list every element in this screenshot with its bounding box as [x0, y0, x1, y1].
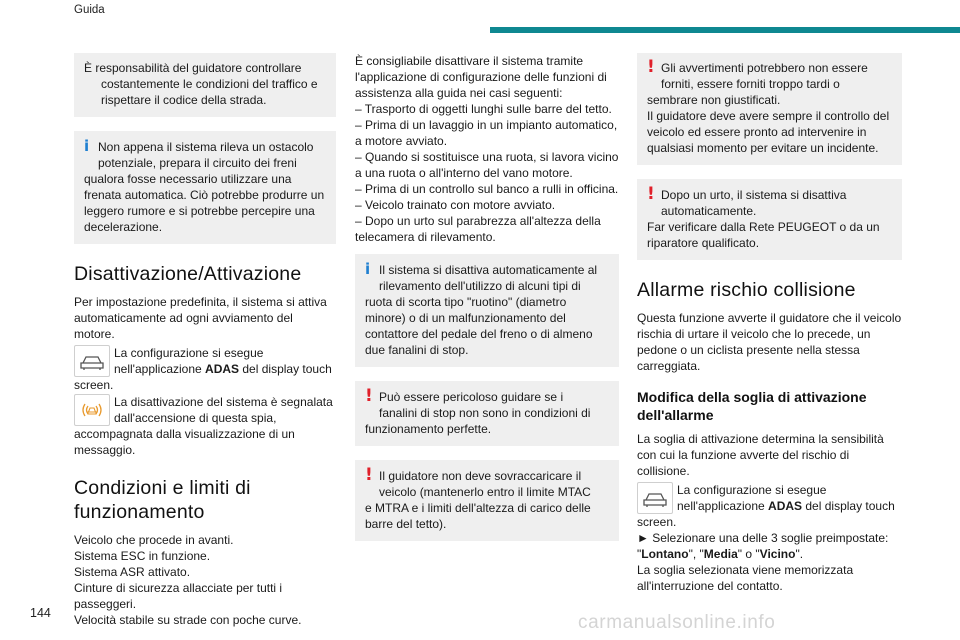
brake-lights-first: Può essere pericoloso guidare se i [379, 390, 564, 404]
threshold-config-line1: La configurazione si esegue [677, 483, 827, 497]
option-medium: Media [703, 547, 738, 561]
threshold-config-line2-pre: nell'applicazione [677, 499, 769, 513]
config-icon-row [74, 345, 336, 393]
alerts-rest: sembrare non giustificati. [647, 93, 781, 107]
info-icon: i [365, 260, 371, 278]
default-activation-text: Per impostazione predefinita, il sistema si attiva automaticamente ad ogni avviamento del motore. [74, 295, 327, 341]
heading-collision-alarm: Allarme rischio collisione [637, 279, 856, 301]
condition-item: Veicolo che procede in avanti. [74, 533, 234, 547]
heading-deactivation: Disattivazione/Attivazione [74, 263, 302, 285]
car-icon [74, 345, 110, 377]
advice-list-item: – Trasporto di oggetti lunghi sulle barre del tetto. [355, 102, 612, 116]
brake-lights-rest: funzionamento perfette. [365, 422, 492, 436]
condition-item: Velocità stabile su strade con poche curve. [74, 613, 302, 627]
threshold-config-row [637, 482, 902, 530]
collision-alarm-description: Questa funzione avverte il guidatore che il veicolo rischia di urtare il veicolo che lo precede, un pedone o un ciclista presente nella stessa carreggiata. [637, 311, 902, 373]
info-box-indent-line: potenziale, prepara il circuito dei freni [98, 156, 297, 170]
select-sep2: " o " [737, 547, 760, 561]
info-icon: i [84, 137, 90, 155]
threshold-config-rest: screen. [637, 515, 677, 529]
watermark: carmanualsonline.info [578, 612, 776, 633]
column-3 [637, 53, 902, 594]
collision-warning-icon [74, 394, 110, 426]
responsibility-box [74, 53, 336, 117]
advice-list-item: – Prima di un lavaggio in un impianto automatico, a motore avviato. [355, 118, 618, 148]
config-line2-post: del display touch [239, 362, 332, 376]
option-near: Vicino [759, 547, 796, 561]
select-post: ". [795, 547, 804, 561]
page-number: 144 [30, 606, 51, 620]
lamp-line2: dall'accensione di questa spia, [114, 411, 277, 425]
condition-item: Sistema ESC in funzione. [74, 549, 211, 563]
car-icon [637, 482, 673, 514]
overload-first: Il guidatore non deve sovraccaricare il [379, 469, 582, 483]
lamp-line1: La disattivazione del sistema è segnalata [114, 395, 333, 409]
config-adas-label: ADAS [205, 362, 240, 376]
auto-deact-rest: ruota di scorta tipo "ruotino" (diametro minore) o di un malfunzionamento del contattore del pedale del freno o di almeno due fanalini di stop. [365, 295, 593, 357]
advice-list-item: – Quando si sostituisce una ruota, si lavora vicino a una ruota o all'interno del vano motore. [355, 150, 619, 180]
config-rest: screen. [74, 378, 114, 392]
alerts-first: Gli avvertimenti potrebbero non essere [661, 61, 868, 75]
warning-box-after-impact [637, 179, 902, 260]
threshold-memory-text: La soglia selezionata viene memorizzata all'interruzione del contatto. [637, 563, 854, 593]
threshold-config-line2-post: del display touch [802, 499, 895, 513]
info-box-rest: qualora fosse necessario utilizzare una frenata automatica. Ciò potrebbe produrre un leggero rumore e si potrebbe percepire una decelerazione. [84, 172, 325, 234]
heading-conditions: Condizioni e limiti di funzionamento [74, 477, 251, 523]
warning-box-alerts [637, 53, 902, 165]
config-line2-pre: nell'applicazione [114, 362, 206, 376]
threshold-description: La soglia di attivazione determina la sensibilità con cui la funzione avverte del rischio di collisione. [637, 432, 884, 478]
column-1 [74, 53, 336, 628]
lamp-rest: accompagnata dalla visualizzazione di un messaggio. [74, 427, 295, 457]
responsibility-rest: costantemente le condizioni del traffico e rispettare il codice della strada. [101, 77, 318, 107]
impact-indent: automaticamente. [661, 204, 757, 218]
warning-icon: ! [365, 465, 373, 485]
auto-deact-first: Il sistema si disattiva automaticamente al [379, 263, 598, 277]
threshold-select-instruction [637, 530, 902, 562]
config-line1: La configurazione si esegue [114, 346, 264, 360]
warning-icon: ! [365, 386, 373, 406]
condition-item: Sistema ASR attivato. [74, 565, 191, 579]
heading-threshold: Modifica della soglia di attivazione dell'allarme [637, 389, 867, 423]
warning-lamp-row [74, 394, 336, 458]
advice-list-item: – Dopo un urto sul parabrezza all'altezza della telecamera di rilevamento. [355, 214, 601, 244]
impact-first: Dopo un urto, il sistema si disattiva [661, 188, 847, 202]
warning-icon: ! [647, 57, 655, 77]
advice-list-item: – Veicolo trainato con motore avviato. [355, 198, 556, 212]
header-accent-bar [490, 27, 960, 33]
info-box-obstacle [74, 131, 336, 244]
alerts-indent: forniti, essere forniti troppo tardi o [661, 77, 840, 91]
overload-rest: e MTRA e i limiti dell'altezza di carico delle barre del tetto). [365, 501, 591, 531]
warning-icon: ! [647, 184, 655, 204]
select-sep1: ", " [688, 547, 704, 561]
warning-box-brake-lights [355, 381, 619, 446]
column-2 [355, 53, 619, 555]
warning-box-overload [355, 460, 619, 541]
impact-rest: Far verificare dalla Rete PEUGEOT o da un riparatore qualificato. [647, 220, 880, 250]
deactivation-advice-intro: È consigliabile disattivare il sistema tramite l'applicazione di configurazione delle funzioni di assistenza alla guida nei casi seguenti: [355, 54, 607, 100]
header-title: Guida [74, 4, 105, 16]
info-box-auto-deactivation [355, 254, 619, 367]
responsibility-first-line: È responsabilità del guidatore controllare [84, 61, 302, 75]
threshold-adas-label: ADAS [768, 499, 803, 513]
option-far: Lontano [641, 547, 689, 561]
overload-indent: veicolo (mantenerlo entro il limite MTAC [379, 485, 591, 499]
alerts-rest2: Il guidatore deve avere sempre il controllo del veicolo ed essere pronto ad intervenire in qualsiasi momento per evitare un incidente. [647, 109, 890, 155]
brake-lights-indent: fanalini di stop non sono in condizioni di [379, 406, 591, 420]
auto-deact-indent: rilevamento dell'utilizzo di alcuni tipi di [379, 279, 581, 293]
advice-list-item: – Prima di un controllo sul banco a rulli in officina. [355, 182, 619, 196]
condition-item: Cinture di sicurezza allacciate per tutti i passeggeri. [74, 581, 283, 611]
info-box-first-line: Non appena il sistema rileva un ostacolo [98, 140, 314, 154]
select-pre: ► Selezionare una delle 3 soglie preimpostate: " [637, 531, 889, 561]
